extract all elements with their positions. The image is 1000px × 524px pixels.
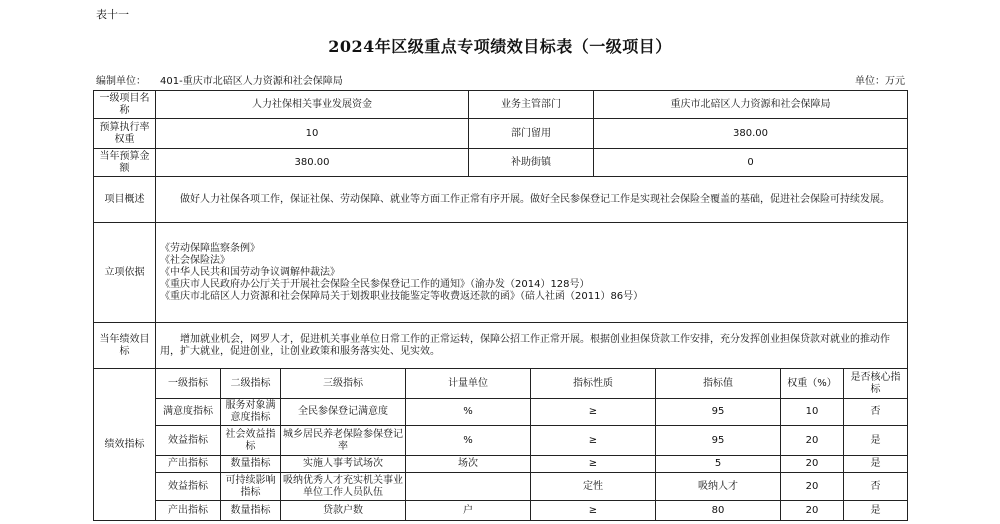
indicator-core: 是 [844,426,908,456]
indicator-value: 95 [656,426,781,456]
table-row-overview [94,177,908,223]
indicator-row [94,426,908,456]
indicator-weight: 20 [781,456,844,473]
overview-label: 项目概述 [94,177,156,223]
appendix-number: 表十一 [96,8,129,21]
indicator-level3: 实施人事考试场次 [281,456,406,473]
indicator-weight: 20 [781,426,844,456]
indicator-row [94,501,908,521]
indicator-level2: 可持续影响指标 [221,473,281,501]
dept-label: 业务主管部门 [469,91,594,119]
table-row-exec-rate [94,119,908,149]
indicator-level3: 贷款户数 [281,501,406,521]
goal-label: 当年绩效目标 [94,323,156,369]
indicator-row [94,399,908,426]
table-row-basis [94,223,908,323]
project-name-label: 一级项目名称 [94,91,156,119]
table-row-goal [94,323,908,369]
compiling-unit [96,72,343,87]
basis-item: 《社会保险法》 [160,254,230,266]
indicator-level1: 效益指标 [156,426,221,456]
indicator-unit: 场次 [406,456,531,473]
indicator-unit [406,473,531,501]
indicator-level2: 数量指标 [221,456,281,473]
project-name-value: 人力社保相关事业发展资金 [156,91,469,119]
indicator-row [94,473,908,501]
basis-item: 《重庆市人民政府办公厅关于开展社会保险全民参保登记工作的通知》（渝办发（2014）128号） [160,278,590,290]
performance-table [93,90,908,521]
indicator-level1: 满意度指标 [156,399,221,426]
dept-value: 重庆市北碚区人力资源和社会保障局 [594,91,908,119]
indicator-level1: 产出指标 [156,501,221,521]
budget-value: 380.00 [156,149,469,177]
exec-rate-label: 预算执行率权重 [94,119,156,149]
page-title: 2024年区级重点专项绩效目标表（一级项目） [328,37,672,56]
indicator-level2: 数量指标 [221,501,281,521]
header-core: 是否核心指标 [844,369,908,399]
basis-list [156,223,908,323]
indicator-nature: ≥ [531,456,656,473]
indicator-level2: 社会效益指标 [221,426,281,456]
table-row-project-name [94,91,908,119]
indicator-value: 吸纳人才 [656,473,781,501]
header-level2: 二级指标 [221,369,281,399]
indicator-level1: 产出指标 [156,456,221,473]
header-nature: 指标性质 [531,369,656,399]
indicators-label: 绩效指标 [94,369,156,521]
goal-text: 增加就业机会，网罗人才，促进机关事业单位日常工作的正常运转，保障公招工作正常开展。根据创业担保贷款工作安排，充分发挥创业担保贷款对就业的推动作用，扩大就业，促进创业，让创业政策和服务落实处、见实效。 [156,323,908,369]
indicator-level3: 全民参保登记满意度 [281,399,406,426]
indicator-value: 95 [656,399,781,426]
budget-label: 当年预算金额 [94,149,156,177]
header-level3: 三级指标 [281,369,406,399]
basis-item: 《重庆市北碚区人力资源和社会保障局关于划拨职业技能鉴定等收费返还款的函》（碚人社函（2011）86号） [160,290,644,302]
header-value: 指标值 [656,369,781,399]
indicator-unit: % [406,399,531,426]
compiling-unit-label: 编制单位： [96,76,146,87]
indicator-weight: 10 [781,399,844,426]
header-level1: 一级指标 [156,369,221,399]
indicator-weight: 20 [781,473,844,501]
indicator-weight: 20 [781,501,844,521]
currency-unit: 单位：万元 [855,76,905,87]
indicator-core: 否 [844,399,908,426]
indicator-header-row [94,369,908,399]
indicator-unit: % [406,426,531,456]
indicator-unit: 户 [406,501,531,521]
indicator-nature: 定性 [531,473,656,501]
compiling-unit-value: 401-重庆市北碚区人力资源和社会保障局 [160,76,343,87]
subsidy-value: 0 [594,149,908,177]
indicator-level1: 效益指标 [156,473,221,501]
header-unit: 计量单位 [406,369,531,399]
basis-label: 立项依据 [94,223,156,323]
indicator-core: 是 [844,456,908,473]
indicator-value: 80 [656,501,781,521]
indicator-level3: 城乡居民养老保险参保登记率 [281,426,406,456]
indicator-core: 是 [844,501,908,521]
indicator-nature: ≥ [531,426,656,456]
basis-item: 《中华人民共和国劳动争议调解仲裁法》 [160,266,340,278]
dept-retain-label: 部门留用 [469,119,594,149]
indicator-level3: 吸纳优秀人才充实机关事业单位工作人员队伍 [281,473,406,501]
exec-rate-value: 10 [156,119,469,149]
table-row-budget [94,149,908,177]
indicator-level2: 服务对象满意度指标 [221,399,281,426]
indicator-nature: ≥ [531,399,656,426]
indicator-nature: ≥ [531,501,656,521]
dept-retain-value: 380.00 [594,119,908,149]
indicator-core: 否 [844,473,908,501]
indicator-row [94,456,908,473]
subsidy-label: 补助街镇 [469,149,594,177]
header-weight: 权重（%） [781,369,844,399]
indicator-value: 5 [656,456,781,473]
basis-item: 《劳动保障监察条例》 [160,242,260,254]
overview-text: 做好人力社保各项工作，保证社保、劳动保障、就业等方面工作正常有序开展。做好全民参保登记工作是实现社会保险全覆盖的基础，促进社会保险可持续发展。 [156,177,908,223]
